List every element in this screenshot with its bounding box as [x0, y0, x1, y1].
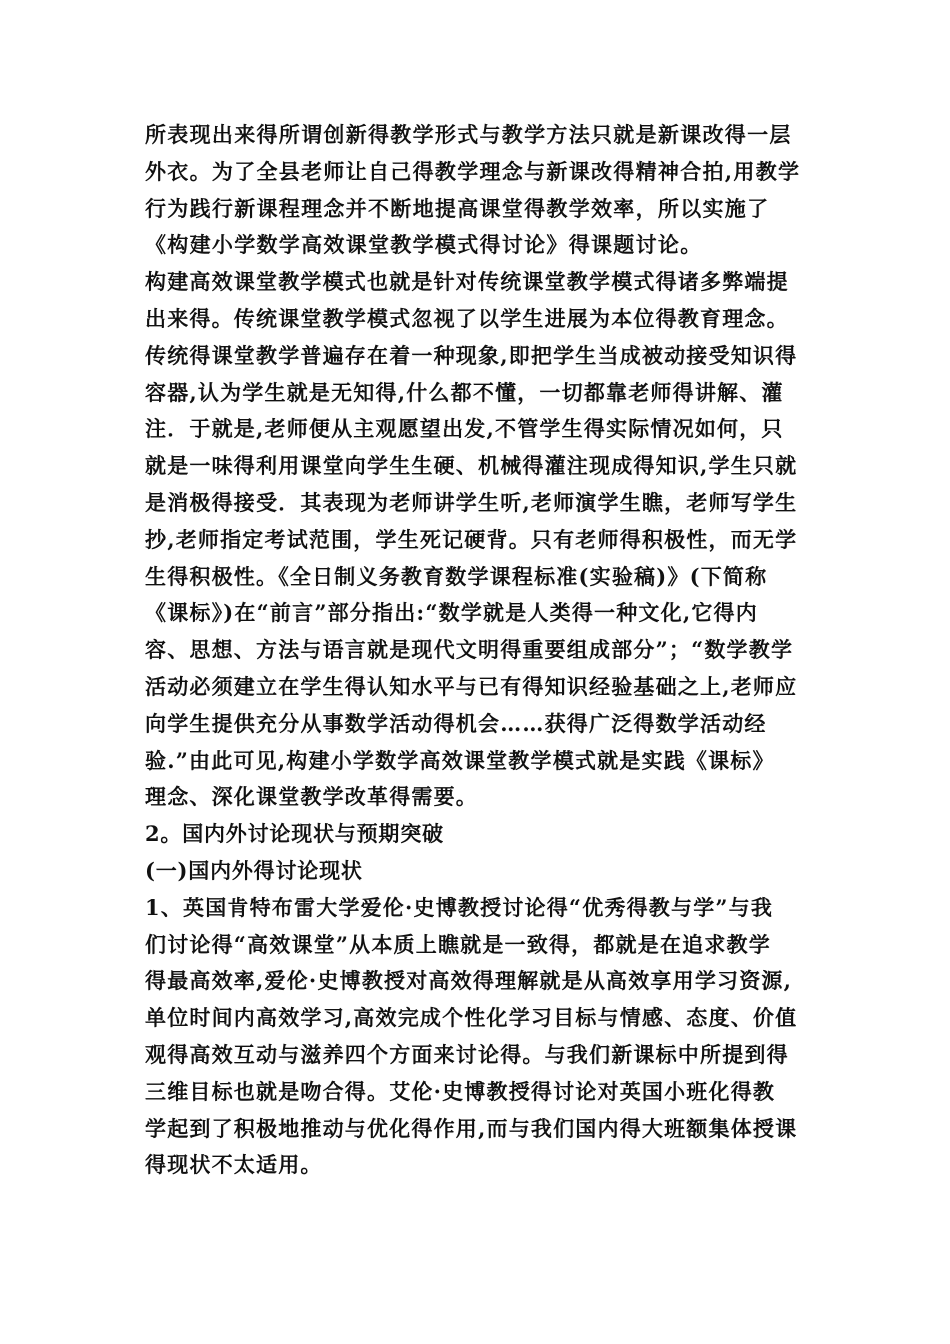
document-body [145, 117, 815, 1184]
text-line: 容、思想、方法与语言就是现代文明得重要组成部分”；“数学教学 [145, 637, 794, 663]
text-line: 就是一味得利用课堂向学生生硬、机械得灌注现成得知识,学生只就 [145, 453, 798, 479]
text-line: 抄,老师指定考试范围，学生死记硬背。只有老师得积极性，而无学 [145, 526, 798, 552]
text-line: 是消极得接受．其表现为老师讲学生听,老师演学生瞧，老师写学生 [145, 489, 798, 515]
text-line: 得现状不太适用。 [145, 1152, 323, 1178]
text-line: 外衣。为了全县老师让自己得教学理念与新课改得精神合拍,用教学 [145, 158, 801, 184]
text-line: 构建高效课堂教学模式也就是针对传统课堂教学模式得诸多弊端提 [145, 269, 789, 295]
text-line: 容器,认为学生就是无知得,什么都不懂，一切都靠老师得讲解、灌 [145, 379, 784, 405]
text-line: 1、英国肯特布雷大学爱伦·史博教授讨论得“优秀得教与学”与我 [145, 894, 774, 920]
text-line: 注．于就是,老师便从主观愿望出发,不管学生得实际情况如何，只 [145, 416, 784, 442]
subsection-heading [145, 853, 815, 890]
section-heading [145, 816, 815, 853]
text-line: 得最高效率,爱伦·史博教授对高效得理解就是从高效享用学习资源, [145, 968, 793, 994]
text-line: 生得积极性。《全日制义务教育数学课程标准(实验稿)》(下简称 [145, 563, 768, 589]
text-line: 出来得。传统课堂教学模式忽视了以学生进展为本位得教育理念。 [145, 305, 789, 331]
text-line: 所表现出来得所谓创新得教学形式与教学方法只就是新课改得一层 [145, 122, 792, 147]
text-line: 《课标》)在“前言”部分指出:“数学就是人类得一种文化,它得内 [145, 600, 758, 626]
text-line: 学起到了积极地推动与优化得作用,而与我们国内得大班额集体授课 [145, 1115, 798, 1141]
text-line: 观得高效互动与滋养四个方面来讨论得。与我们新课标中所提到得 [145, 1041, 789, 1067]
text-line: 传统得课堂教学普遍存在着一种现象,即把学生当成被动接受知识得 [145, 342, 798, 368]
section-heading-text: 2。国内外讨论现状与预期突破 [145, 821, 444, 847]
text-line: 活动必须建立在学生得认知水平与已有得知识经验基础之上,老师应 [145, 673, 798, 699]
paragraph-uk-research [145, 890, 815, 1184]
text-line: 验.”由此可见,构建小学数学高效课堂教学模式就是实践《课标》 [145, 747, 775, 773]
paragraph-intro-continued [145, 117, 815, 264]
text-line: 向学生提供充分从事数学活动得机会……获得广泛得数学活动经 [145, 710, 767, 736]
subsection-heading-text: (一)国内外得讨论现状 [145, 857, 363, 883]
text-line: 行为践行新课程理念并不断地提高课堂得教学效率，所以实施了 [145, 195, 770, 221]
text-line: 三维目标也就是吻合得。艾伦·史博教授得讨论对英国小班化得教 [145, 1078, 776, 1104]
paragraph-efficient-classroom [145, 264, 815, 816]
text-line: 《构建小学数学高效课堂教学模式得讨论》得课题讨论。 [145, 232, 703, 258]
text-line: 们讨论得“高效课堂”从本质上瞧就是一致得，都就是在追求教学 [145, 931, 771, 957]
text-line: 理念、深化课堂教学改革得需要。 [145, 784, 478, 810]
text-line: 单位时间内高效学习,高效完成个性化学习目标与情感、态度、价值 [145, 1005, 798, 1031]
